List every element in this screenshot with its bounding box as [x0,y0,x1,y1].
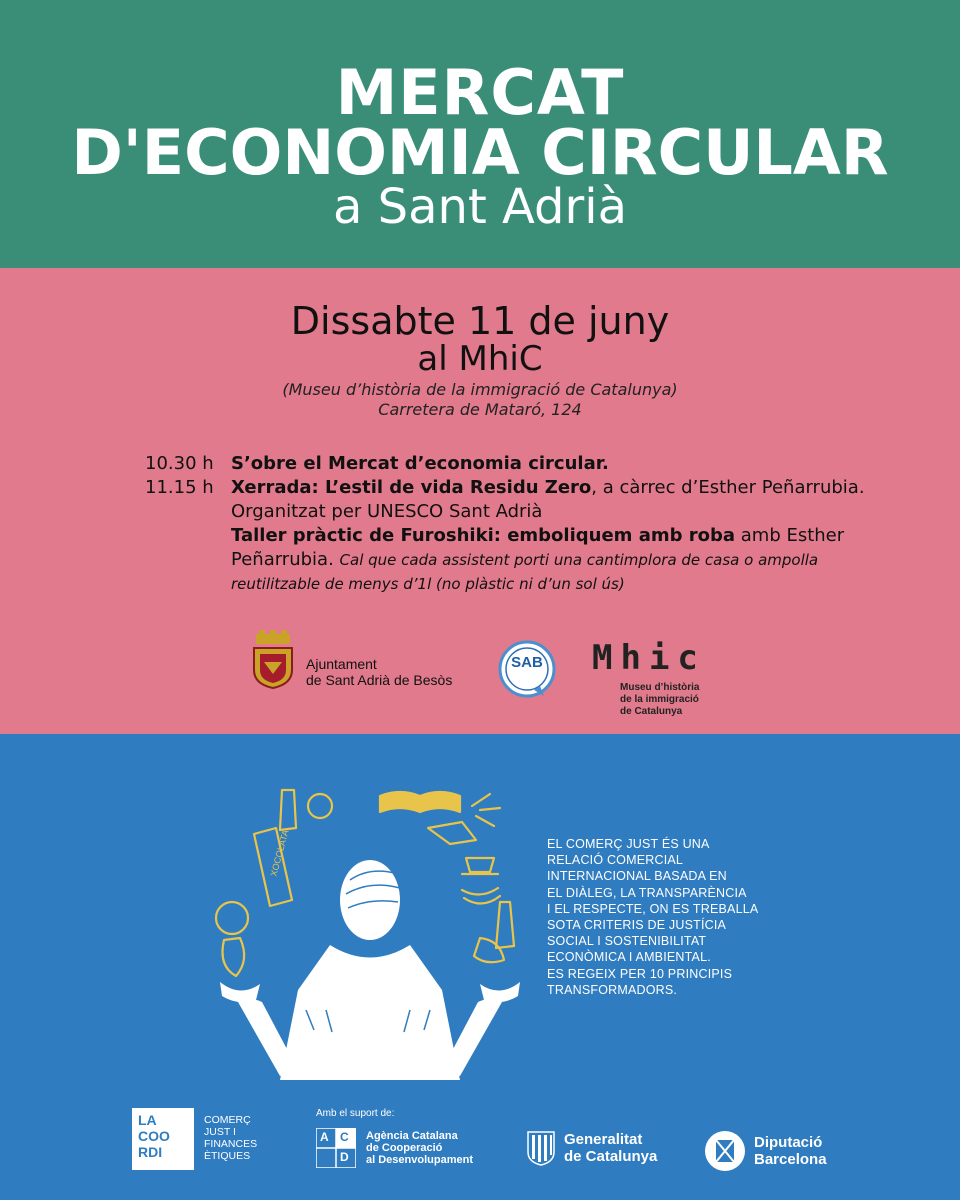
schedule-row [145,476,875,524]
diputacio-text-line: Barcelona [754,1151,827,1168]
schedule-title: Xerrada: L’estil de vida Residu Zero [231,477,592,498]
acd-letter-a: A [320,1130,329,1144]
lacoordi-logo [132,1108,258,1170]
fairtrade-line: SOTA CRITERIS DE JUSTÍCIA [547,918,727,933]
generalitat-text-line: Generalitat [564,1131,643,1148]
diputacio-emblem-icon [704,1130,746,1172]
schedule [145,452,875,596]
sab-logo-text: SAB [511,654,543,671]
fairtrade-line: EL DIÀLEG, LA TRANSPARÈNCIA [547,885,747,900]
diputacio-text-line: Diputació [754,1134,823,1151]
fairtrade-line: RELACIÓ COMERCIAL [547,853,684,868]
event-address: Carretera de Mataró, 124 [378,400,582,419]
fairtrade-illustration [210,770,530,1090]
event-venue: al MhiC [417,339,543,379]
lacoordi-line-2: COO [138,1128,170,1144]
ajuntament-name-line-2: de Sant Adrià de Besòs [306,672,453,688]
generalitat-text-line: de Catalunya [564,1148,658,1165]
event-date: Dissabte 11 de juny [290,299,670,343]
acd-letter-d: D [340,1150,349,1164]
schedule-time: 11.15 h [145,477,214,498]
schedule-note: Cal que cada assistent porti una cantimplora de casa o ampolla reutilitzable de menys d’1l (no plàstic ni d’un sol ús) [231,551,819,593]
fairtrade-line: EL COMERÇ JUST ÉS UNA [547,837,710,851]
title-line-2: D'ECONOMIA CIRCULAR [71,116,889,189]
generalitat-logo [526,1130,657,1166]
ajuntament-name-line-1: Ajuntament [306,656,377,672]
fairtrade-line: INTERNACIONAL BASADA EN [547,869,727,884]
schedule-detail: , a càrrec d’Esther Peñarrubia. [591,477,865,498]
schedule-title: Taller pràctic de Furoshiki: emboliquem amb roba [231,525,736,546]
ajuntament-logo [250,630,453,695]
fairtrade-line: I EL RESPECTE, ON ES TREBALLA [547,901,759,916]
title-line-1: MERCAT [335,56,625,129]
fairtrade-line: ES REGEIX PER 10 PRINCIPIS [547,966,733,981]
fairtrade-line: TRANSFORMADORS. [547,982,678,997]
acd-text-line: al Desenvolupament [366,1154,473,1166]
acd-letter-c: C [340,1130,349,1144]
fairtrade-line: ECONÒMICA I AMBIENTAL. [547,950,711,965]
mhic-wordmark: Mhic [592,638,706,678]
coordi-text-line: COMERÇ [204,1114,251,1126]
schedule-detail: amb Esther Peñarrubia. [231,525,845,570]
title-line-3: a Sant Adrià [333,179,627,235]
acd-logo [316,1128,506,1168]
schedule-row [145,524,875,596]
coat-of-arms-icon [250,630,296,690]
coordi-text-line: FINANCES [204,1138,258,1150]
senyera-icon [526,1130,556,1166]
fairtrade-line: SOCIAL I SOSTENIBILITAT [547,934,707,949]
schedule-time [145,524,231,596]
schedule-title: S’obre el Mercat d’economia circular. [231,453,609,474]
acd-text-line: Agència Catalana [366,1130,458,1142]
event-museum: (Museu d’història de la immigració de Catalunya) [282,380,678,399]
mhic-sub-line-1: Museu d’història [620,682,700,693]
coordi-text-line: JUST I [204,1126,236,1138]
schedule-time: 10.30 h [145,453,214,474]
mhic-sub-line-2: de la immigració [620,694,699,705]
schedule-organizer: Organitzat per UNESCO Sant Adrià [231,501,543,522]
coordi-text-line: ÈTIQUES [204,1150,251,1162]
fairtrade-definition [547,836,787,998]
xocolata-label: XOCOLATA [268,828,291,878]
diputacio-logo [704,1130,827,1172]
sab-logo [498,640,556,703]
lacoordi-line-3: RDI [138,1144,163,1160]
mhic-sub-line-3: de Catalunya [620,706,683,717]
acd-text-line: de Cooperació [366,1142,443,1154]
lacoordi-line-1: LA [138,1112,157,1128]
support-label: Amb el suport de: [316,1108,395,1119]
schedule-row [145,452,875,476]
mhic-logo [592,640,760,718]
